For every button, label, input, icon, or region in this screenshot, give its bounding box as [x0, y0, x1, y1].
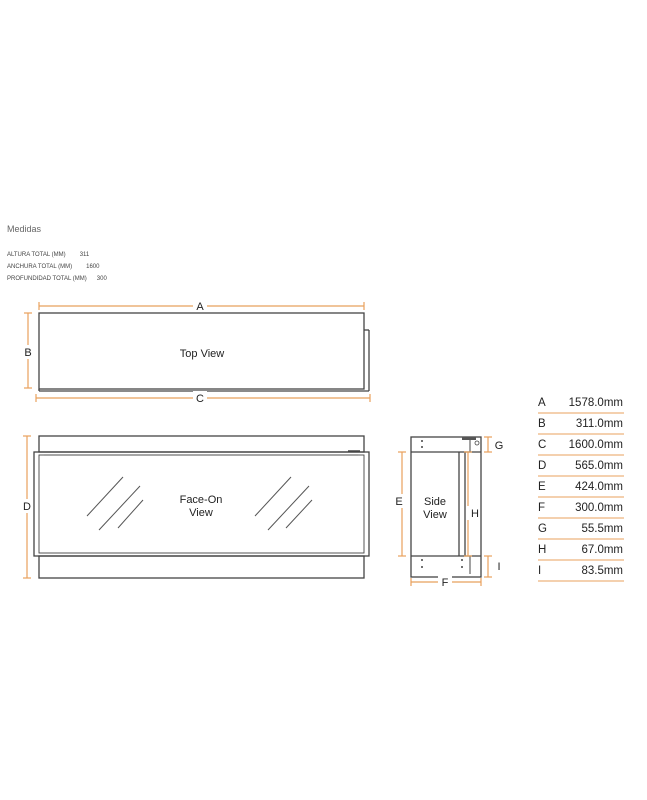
table-value: 1578.0mm [568, 397, 623, 409]
side-view-label-line2: View [423, 509, 447, 521]
table-letter: F [538, 502, 546, 514]
table-letter: C [538, 439, 547, 451]
table-letter: A [538, 397, 546, 409]
dimension-table [538, 397, 624, 581]
dimension-d [20, 436, 34, 578]
table-row-h [538, 544, 624, 560]
page-title: Medidas [7, 224, 42, 234]
spec-value: 300 [96, 276, 107, 282]
spec-label: PROFUNDIDAD TOTAL (MM) [7, 276, 87, 282]
side-view-label-line1: Side [423, 496, 447, 508]
table-row-d [538, 460, 624, 476]
dimension-a [39, 299, 364, 313]
dimension-g-label: G [494, 440, 504, 452]
table-letter: I [538, 565, 542, 577]
table-letter: B [538, 418, 546, 430]
table-value: 67.0mm [581, 544, 623, 556]
table-value: 55.5mm [581, 523, 623, 535]
table-row-f [538, 502, 624, 518]
top-view [21, 299, 370, 405]
table-value: 424.0mm [575, 481, 623, 493]
table-letter: E [538, 481, 546, 493]
dimension-h-label: H [471, 508, 479, 520]
table-value: 565.0mm [575, 460, 623, 472]
top-view-label: Top View [179, 348, 225, 360]
table-letter: G [538, 523, 547, 535]
dimension-i [484, 556, 501, 577]
dimension-b [21, 313, 35, 388]
table-value: 311.0mm [575, 418, 623, 430]
table-row-g [538, 523, 624, 539]
dimension-e [395, 452, 409, 556]
table-row-i [538, 565, 624, 581]
table-row-c [538, 439, 624, 455]
dimension-g [484, 437, 503, 452]
face-on-view [20, 436, 369, 578]
table-letter: H [538, 544, 547, 556]
dimension-c-label: C [196, 393, 204, 405]
table-letter: D [538, 460, 547, 472]
dimension-e-label: E [395, 496, 403, 508]
table-value: 300.0mm [575, 502, 623, 514]
spec-label: ALTURA TOTAL (MM) [7, 252, 66, 258]
dimension-c [36, 391, 370, 405]
face-on-label-line2: View [189, 507, 213, 519]
table-row-e [538, 481, 624, 497]
side-view [395, 437, 503, 589]
table-row-a [538, 397, 624, 413]
spec-value: 311 [79, 252, 90, 258]
dimension-i-label: I [497, 561, 501, 573]
face-on-label-line1: Face-On [179, 494, 223, 506]
spec-value: 1600 [86, 264, 100, 270]
dimension-d-label: D [23, 501, 31, 513]
dimension-f-label: F [441, 577, 449, 589]
dimension-h [464, 452, 480, 556]
table-row-b [538, 418, 624, 434]
dimension-a-label: A [196, 301, 204, 313]
table-value: 83.5mm [581, 565, 623, 577]
dimension-b-label: B [24, 347, 32, 359]
table-value: 1600.0mm [568, 439, 623, 451]
spec-label: ANCHURA TOTAL (MM) [7, 264, 73, 270]
